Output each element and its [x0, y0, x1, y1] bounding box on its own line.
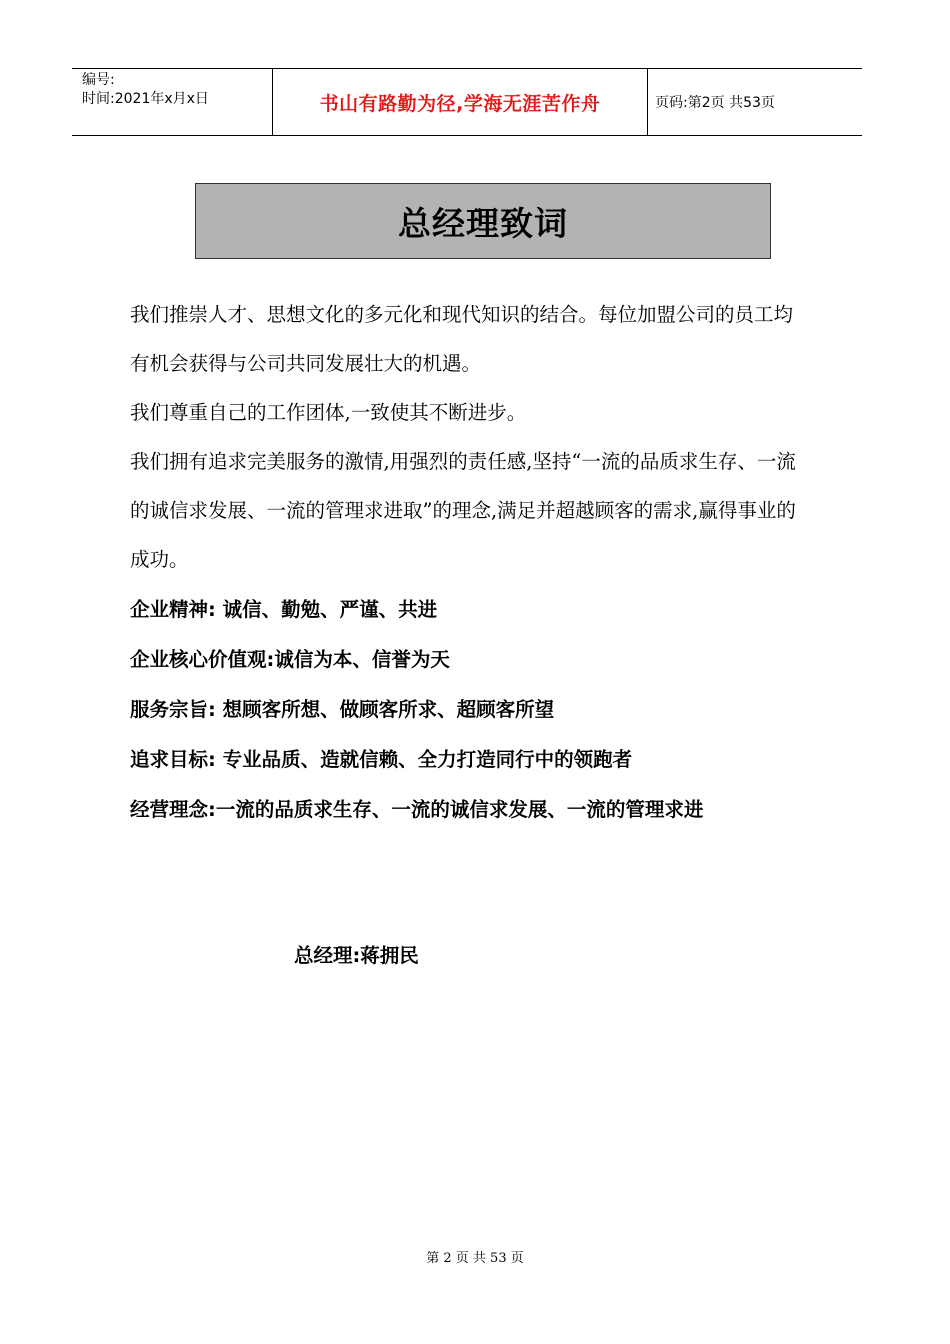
value-row-philosophy — [130, 785, 830, 835]
paragraph: 我们尊重自己的工作团体,一致使其不断进步。 — [130, 401, 527, 424]
page-header — [72, 68, 862, 136]
value-label: 追求目标: — [130, 748, 216, 771]
value-label: 经营理念: — [130, 798, 216, 821]
document-number-label: 编号: — [82, 72, 115, 88]
header-meta — [72, 69, 273, 135]
value-text: 诚信、勤勉、严谨、共进 — [215, 598, 438, 621]
header-motto: 书山有路勤为径,学海无涯苦作舟 — [273, 69, 648, 135]
company-values — [130, 585, 830, 835]
value-row-spirit — [130, 585, 830, 635]
paragraph: 我们推崇人才、思想文化的多元化和现代知识的结合。每位加盟公司的员工均有机会获得与公司共同发展壮大的机遇。 — [130, 303, 794, 375]
value-row-core-values — [130, 635, 830, 685]
page-footer: 第 2 页 共 53 页 — [426, 1251, 524, 1266]
header-page-code: 页码:第2页 共53页 — [655, 95, 775, 111]
value-label: 企业核心价值观: — [130, 648, 275, 671]
paragraph: 我们拥有追求完美服务的激情,用强烈的责任感,坚持“一流的品质求生存、一流的诚信求发展、一流的管理求进取”的理念,满足并超越顾客的需求,赢得事业的成功。 — [130, 450, 796, 571]
speech-body — [130, 290, 810, 584]
signature: 总经理:蒋拥民 — [294, 944, 419, 967]
document-time: 时间:2021年x月x日 — [82, 91, 209, 107]
value-label: 企业精神: — [130, 598, 216, 621]
value-row-goal — [130, 735, 830, 785]
value-text: 想顾客所想、做顾客所求、超顾客所望 — [215, 698, 555, 721]
value-text: 专业品质、造就信赖、全力打造同行中的领跑者 — [215, 748, 633, 771]
page-title: 总经理致词 — [195, 183, 771, 259]
value-label: 服务宗旨: — [130, 698, 216, 721]
value-row-service — [130, 685, 830, 735]
value-text: 一流的品质求生存、一流的诚信求发展、一流的管理求进 — [215, 798, 704, 821]
value-text: 诚信为本、信誉为天 — [274, 648, 450, 671]
